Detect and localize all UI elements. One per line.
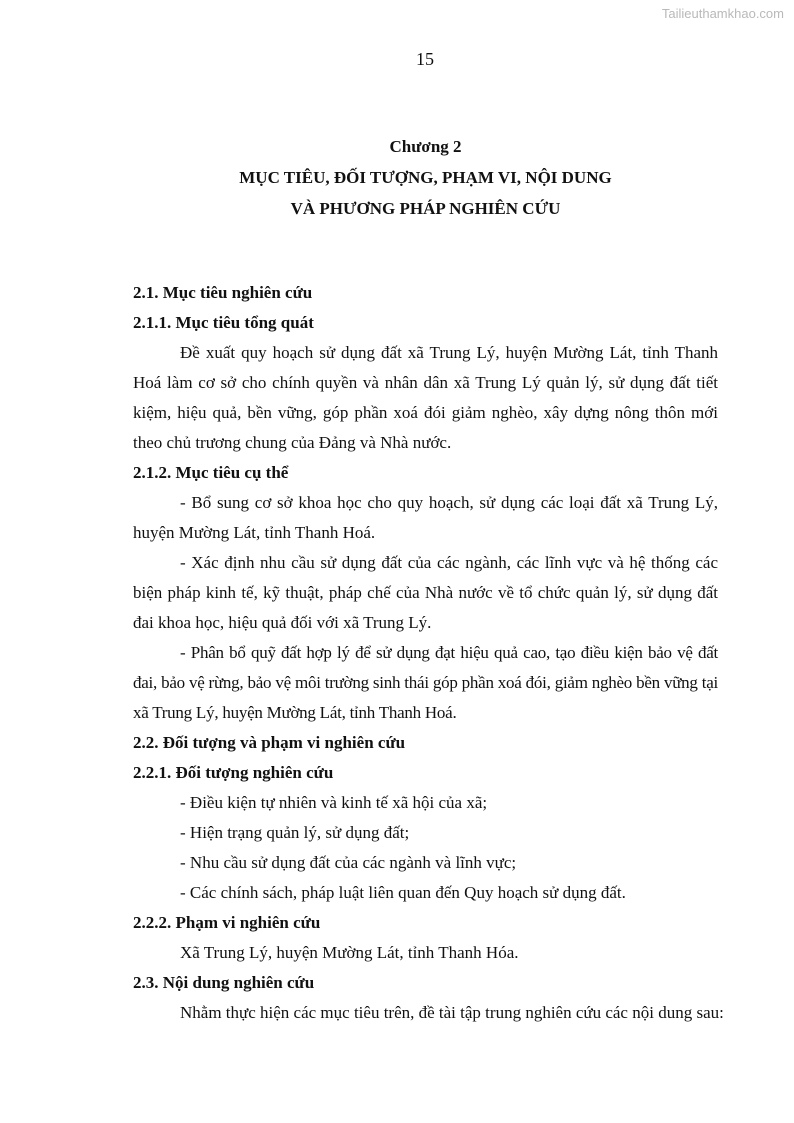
section-heading-2-1: 2.1. Mục tiêu nghiên cứu bbox=[133, 283, 313, 302]
document-body bbox=[133, 131, 724, 1028]
section-heading-2-2-1: 2.2.1. Đối tượng nghiên cứu bbox=[133, 763, 334, 782]
chapter-label: Chương 2 bbox=[389, 137, 462, 156]
paragraph-scope: Xã Trung Lý, huyện Mường Lát, tỉnh Thanh Hóa. bbox=[180, 943, 519, 962]
list-item: - Các chính sách, pháp luật liên quan đến Quy hoạch sử dụng đất. bbox=[180, 883, 626, 902]
list-item: - Hiện trạng quản lý, sử dụng đất; bbox=[180, 823, 410, 842]
list-item: - Điều kiện tự nhiên và kinh tế xã hội của xã; bbox=[180, 793, 488, 812]
list-item: - Nhu cầu sử dụng đất của các ngành và lĩnh vực; bbox=[180, 853, 517, 872]
section-heading-2-1-2: 2.1.2. Mục tiêu cụ thể bbox=[133, 463, 289, 482]
chapter-title-line2: VÀ PHƯƠNG PHÁP NGHIÊN CỨU bbox=[290, 199, 561, 218]
section-heading-2-3: 2.3. Nội dung nghiên cứu bbox=[133, 973, 315, 992]
page-number: 15 bbox=[416, 49, 434, 69]
watermark: Tailieuthamkhao.com bbox=[661, 6, 784, 21]
paragraph-research-content: Nhằm thực hiện các mục tiêu trên, đề tài tập trung nghiên cứu các nội dung sau: bbox=[180, 1003, 724, 1022]
paragraph-objective-2: - Xác định nhu cầu sử dụng đất của các ngành, các lĩnh vực và hệ thống các biện pháp kinh tế, kỹ thuật, pháp chế của Nhà nước về tổ chức quản lý, sử dụng đất đai khoa học, hiệu quả đối với xã Trung Lý. bbox=[133, 553, 718, 632]
paragraph-general-objective: Đề xuất quy hoạch sử dụng đất xã Trung Lý, huyện Mường Lát, tỉnh Thanh Hoá làm cơ sở cho chính quyền và nhân dân xã Trung Lý quản lý, sử dụng đất tiết kiệm, hiệu quả, bền vững, góp phần xoá đói giảm nghèo, xây dựng nông thôn mới theo chủ trương chung của Đảng và Nhà nước. bbox=[133, 343, 718, 452]
paragraph-objective-3: - Phân bổ quỹ đất hợp lý để sử dụng đạt hiệu quả cao, tạo điều kiện bảo vệ đất đai, bảo vệ rừng, bảo vệ môi trường sinh thái góp phần xoá đói, giảm nghèo bền vững tại xã Trung Lý, huyện Mường Lát, tỉnh Thanh Hoá. bbox=[133, 643, 718, 722]
section-heading-2-2-2: 2.2.2. Phạm vi nghiên cứu bbox=[133, 913, 321, 932]
section-heading-2-2: 2.2. Đối tượng và phạm vi nghiên cứu bbox=[133, 733, 406, 752]
section-heading-2-1-1: 2.1.1. Mục tiêu tổng quát bbox=[133, 313, 314, 332]
chapter-title-line1: MỤC TIÊU, ĐỐI TƯỢNG, PHẠM VI, NỘI DUNG bbox=[239, 168, 612, 187]
paragraph-objective-1: - Bổ sung cơ sở khoa học cho quy hoạch, sử dụng các loại đất xã Trung Lý, huyện Mường Lát, tỉnh Thanh Hoá. bbox=[133, 493, 718, 542]
